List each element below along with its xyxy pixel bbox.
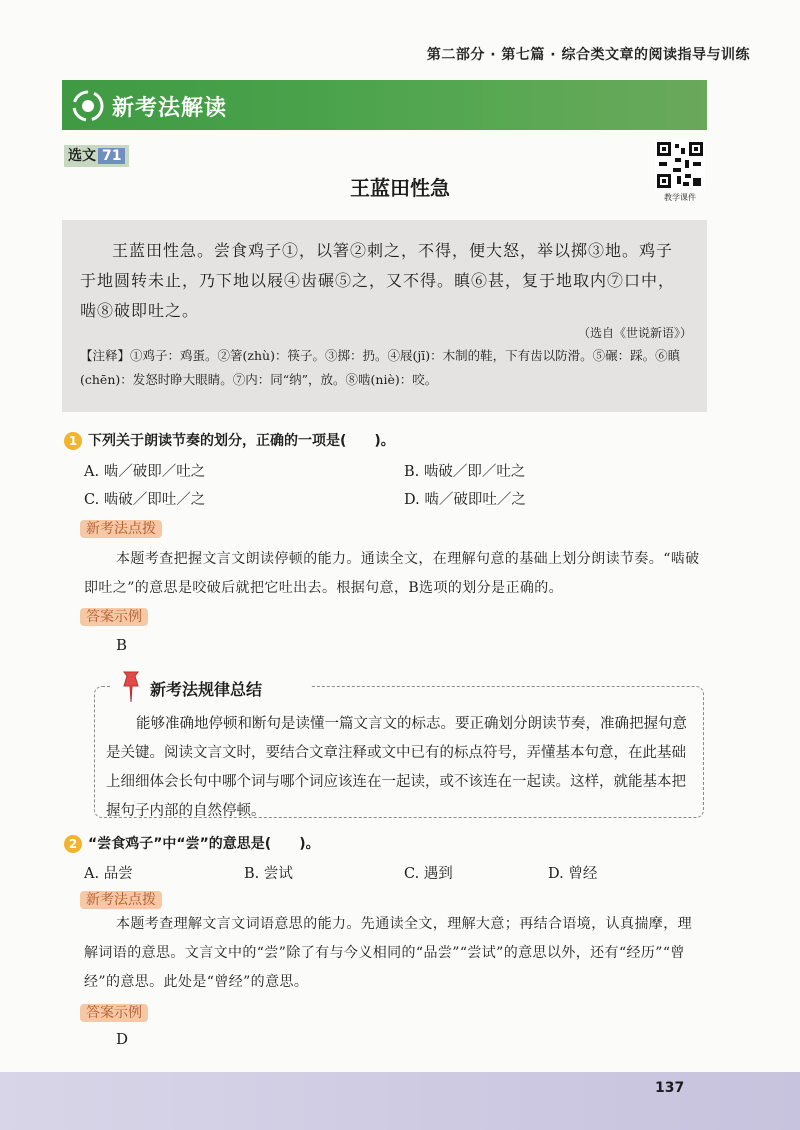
- passage-line-3: 啮⑧破即吐之。: [80, 301, 200, 320]
- question-1-number: 1: [64, 432, 82, 450]
- qr-caption: 教学课件: [664, 193, 696, 202]
- question-1-text: 下列关于朗读节奏的划分，正确的一项是( )。: [88, 433, 395, 449]
- question-1: [64, 430, 395, 450]
- q2-option-c[interactable]: C. 遇到: [404, 866, 453, 882]
- summary-title: 新考法规律总结: [150, 680, 263, 699]
- page-number: 137: [655, 1080, 685, 1096]
- q1-option-d[interactable]: D. 啮／破即吐／之: [404, 492, 526, 508]
- passage-line-1: 王蓝田性急。尝食鸡子①，以箸②刺之，不得，便大怒，举以掷③地。鸡子: [112, 241, 674, 260]
- q2-option-a[interactable]: A. 品尝: [84, 866, 133, 882]
- q2-answer: D: [116, 1030, 129, 1048]
- banner-title: 新考法解读: [112, 96, 228, 121]
- question-2-number: 2: [64, 835, 82, 853]
- passage-tag-label: 选文: [68, 148, 96, 164]
- passage-title: 王蓝田性急: [350, 176, 450, 200]
- q2-explanation: 本题考查理解文言文词语意思的能力。先通读全文，理解大意；再结合语境，认真揣摩，理解词语的意思。文言文中的“尝”除了有与今义相同的“品尝”“尝试”的意思以外，还有“经历”“曾经”的意思。此处是“曾经”的意思。: [84, 916, 692, 990]
- passage-notes: 【注释】①鸡子：鸡蛋。②箸(zhù)：筷子。③掷：扔。④屐(jī)：木制的鞋，下有齿以防滑。⑤碾：踩。⑥瞋(chēn)：发怒时睁大眼睛。⑦内：同“纳”，放。⑧啮(niè)：咬。: [80, 348, 681, 387]
- pushpin-icon: [116, 670, 146, 704]
- q1-explanation: 本题考查把握文言文朗读停顿的能力。通读全文，在理解句意的基础上划分朗读节奏。“啮破即吐之”的意思是咬破后就把它吐出去。根据句意，B选项的划分是正确的。: [84, 551, 700, 596]
- q2-option-d[interactable]: D. 曾经: [548, 866, 598, 882]
- q2-tip-badge: 新考法点拨: [80, 891, 162, 909]
- q2-option-b[interactable]: B. 尝试: [244, 866, 293, 882]
- q1-option-b[interactable]: B. 啮破／即／吐之: [404, 464, 526, 480]
- passage-tag: [64, 145, 129, 167]
- question-2: [64, 833, 320, 853]
- passage-tag-number: 71: [98, 148, 125, 164]
- q1-option-a[interactable]: A. 啮／破即／吐之: [84, 464, 206, 480]
- q2-answer-badge: 答案示例: [80, 1004, 148, 1022]
- q1-tip-badge: 新考法点拨: [80, 520, 162, 538]
- q1-option-c[interactable]: C. 啮破／即吐／之: [84, 492, 206, 508]
- passage-source: （选自《世说新语》）: [577, 326, 692, 340]
- passage-line-2: 于地圆转未止，乃下地以屐④齿碾⑤之，又不得。瞋⑥甚，复于地取内⑦口中，: [80, 271, 676, 290]
- swirl-logo-icon: [72, 90, 104, 122]
- q1-answer: B: [116, 636, 128, 654]
- q1-answer-badge: 答案示例: [80, 608, 148, 626]
- summary-text: 能够准确地停顿和断句是读懂一篇文言文的标志。要正确划分朗读节奏，准确把握句意是关键。阅读文言文时，要结合文章注释或文中已有的标点符号，弄懂基本句意，在此基础上细细体会长句中哪个词与哪个词应该连在一起读，或不该连在一起读。这样，就能基本把握句子内部的自然停顿。: [106, 716, 687, 819]
- section-breadcrumb: 第二部分 · 第七篇 · 综合类文章的阅读指导与训练: [426, 47, 750, 63]
- question-2-text: “尝食鸡子”中“尝”的意思是( )。: [88, 836, 320, 852]
